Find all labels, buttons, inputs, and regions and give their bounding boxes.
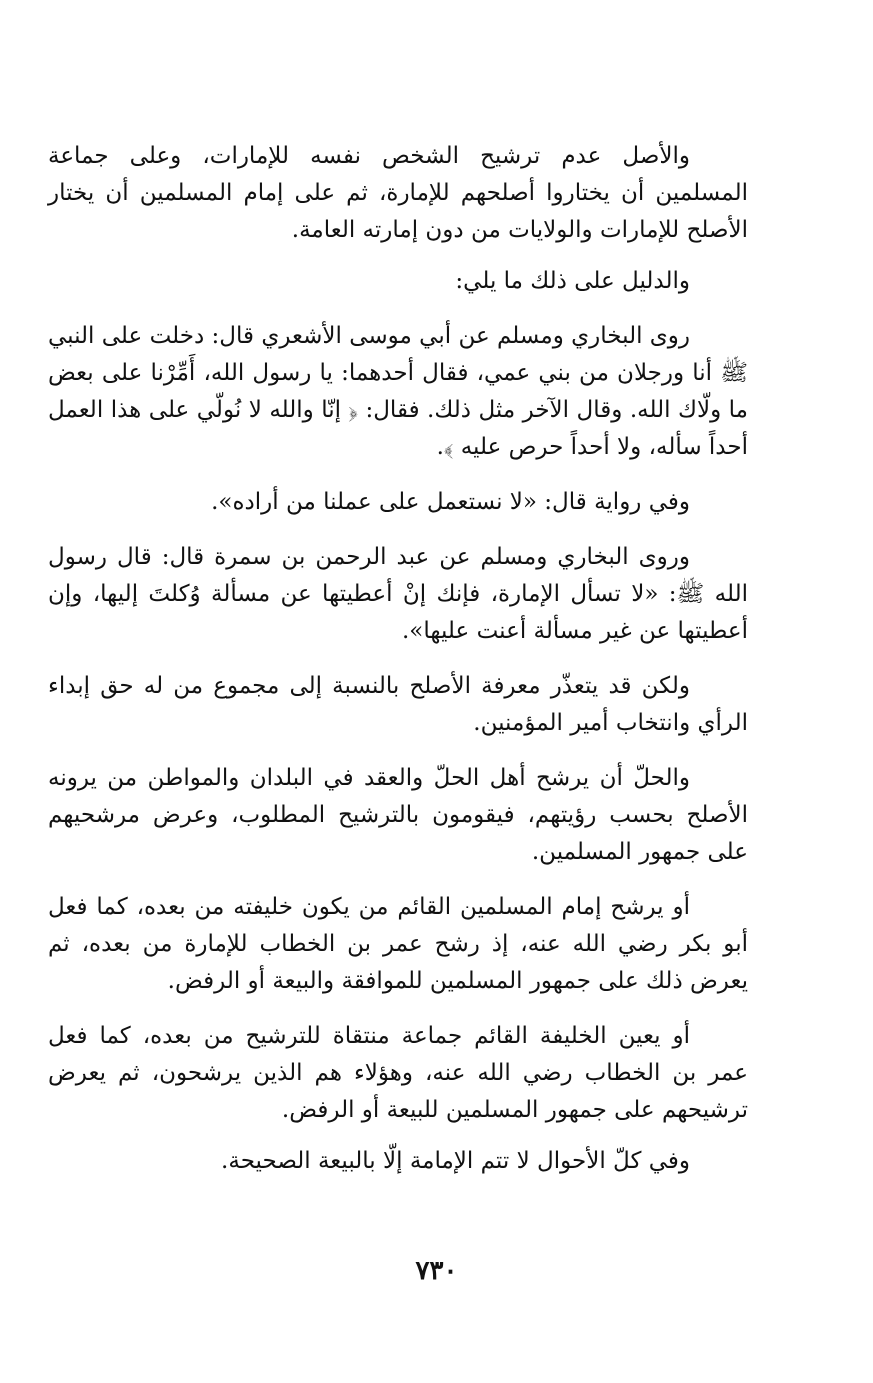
paragraph-hadith-abdulrahman: وروى البخاري ومسلم عن عبد الرحمن بن سمرة قال: قال رسول الله ﷺ: «لا تسأل الإمارة، فإنك إنْ أعطيتها عن مسألة وُكلتَ إليها، وإن أعطيتها عن غير مسألة أعنت عليها». xyxy=(48,544,748,644)
paragraph-principle: والأصل عدم ترشيح الشخص نفسه للإمارات، وعلى جماعة المسلمين أن يختاروا أصلحهم للإمارة، ثم على إمام المسلمين أن يختار الأصلح للإمارات والولايات من دون إمارته العامة. xyxy=(48,143,748,243)
paragraph-evidence-intro: والدليل على ذلك ما يلي: xyxy=(455,268,690,294)
paragraph-hadith-abu-musa: روى البخاري ومسلم عن أبي موسى الأشعري قال: دخلت على النبي ﷺ أنا ورجلان من بني عمي، فقال أحدهما: يا رسول الله، أَمِّرْنا على بعض ما ولّاك الله. وقال الآخر مثل ذلك. فقال: ﴿ إنّا والله لا نُولّي على هذا العمل أحداً سأله، ولا أحداً حرص عليه ﴾. xyxy=(48,323,748,460)
paragraph-caliph-nomination: أو يرشح إمام المسلمين القائم من يكون خليفته من بعده، كما فعل أبو بكر رضي الله عنه، إذ رشح عمر بن الخطاب للإمارة من بعده، ثم يعرض ذلك على جمهور المسلمين للموافقة والبيعة أو الرفض. xyxy=(48,894,748,994)
page-body xyxy=(48,138,748,1180)
paragraph-council-nomination: أو يعين الخليفة القائم جماعة منتقاة للترشيح من بعده، كما فعل عمر بن الخطاب رضي الله عنه، وهؤلاء هم الذين يرشحون، ثم يعرض ترشيحهم على جمهور المسلمين للبيعة أو الرفض. xyxy=(48,1023,748,1123)
paragraph-conclusion: وفي كلّ الأحوال لا تتم الإمامة إلّا بالبيعة الصحيحة. xyxy=(221,1148,690,1174)
page-number: ٧٣٠ xyxy=(415,1256,458,1286)
paragraph-narration-variant: وفي رواية قال: «لا نستعمل على عملنا من أراده». xyxy=(211,489,690,515)
paragraph-solution: والحلّ أن يرشح أهل الحلّ والعقد في البلدان والمواطن من يرونه الأصلح بحسب رؤيتهم، فيقومون بالترشيح المطلوب، وعرض مرشحيهم على جمهور المسلمين. xyxy=(48,765,748,865)
paragraph-difficulty: ولكن قد يتعذّر معرفة الأصلح بالنسبة إلى مجموع من له حق إبداء الرأي وانتخاب أمير المؤمنين. xyxy=(48,673,748,736)
